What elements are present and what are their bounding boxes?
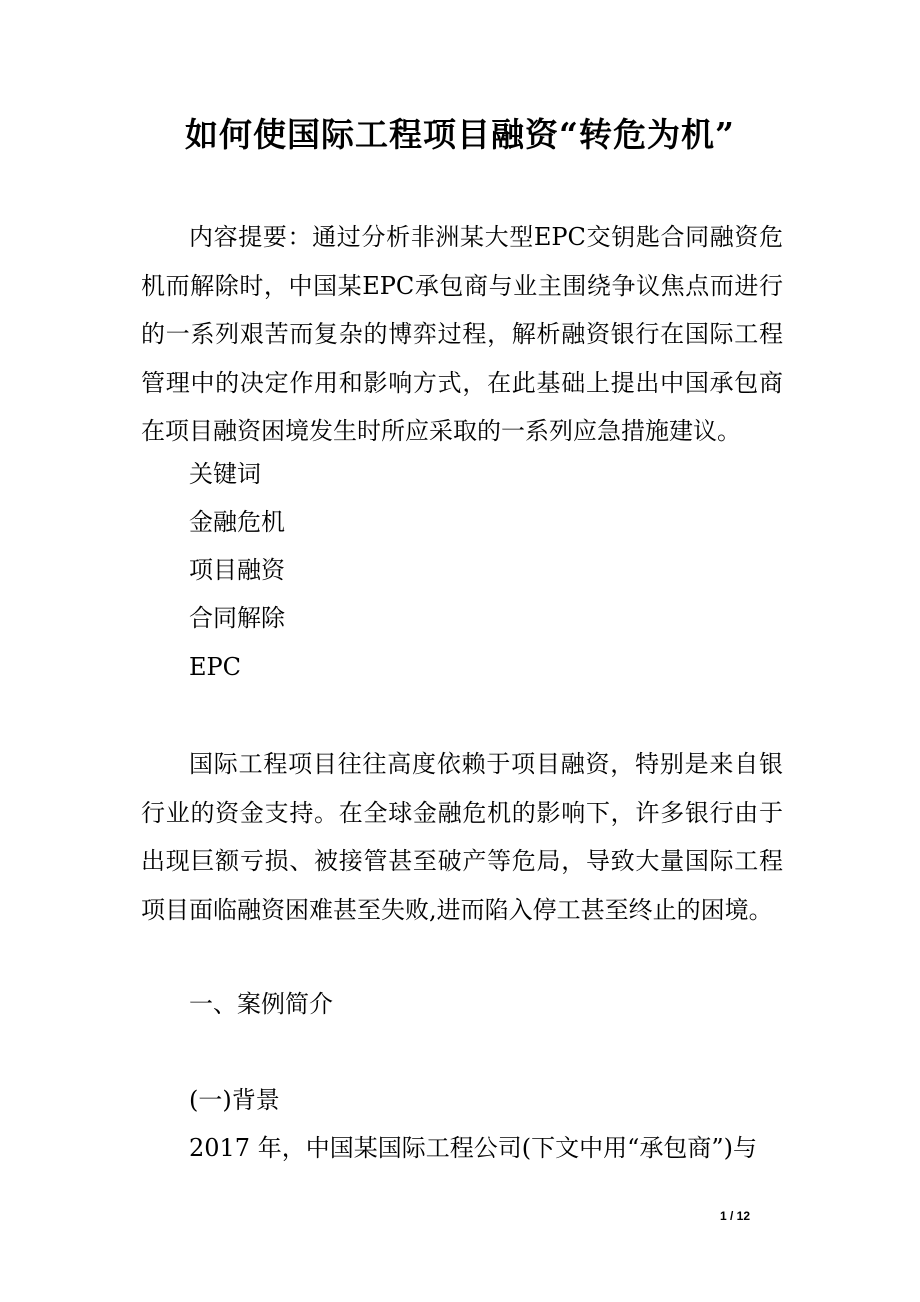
page-indicator: 1 / 12 (719, 1209, 751, 1223)
case-paragraph-start: 2017 年，中国某国际工程公司(下文中用“承包商”)与 (189, 1134, 757, 1162)
document-title: 如何使国际工程项目融资“转危为机” (185, 115, 735, 154)
section-heading: 一、案例简介 (189, 990, 333, 1018)
keywords-label: 关键词 (189, 460, 261, 488)
keyword-item: 项目融资 (189, 556, 285, 584)
intro-paragraph: 国际工程项目往往高度依赖于项目融资，特别是来自银行业的资金支持。在全球金融危机的影响下，许多银行由于出现巨额亏损、被接管甚至破产等危局，导致大量国际工程项目面临融资困难甚至失败,进而陷入停工甚至终止的困境。 (141, 750, 783, 924)
keyword-item: 合同解除 (189, 604, 285, 632)
keyword-item: 金融危机 (189, 508, 285, 536)
keyword-item: EPC (189, 653, 242, 681)
abstract-paragraph: 内容提要：通过分析非洲某大型EPC交钥匙合同融资危机而解除时，中国某EPC承包商与业主围绕争议焦点而进行的一系列艰苦而复杂的博弈过程，解析融资银行在国际工程管理中的决定作用和影响方式，在此基础上提出中国承包商在项目融资困境发生时所应采取的一系列应急措施建议。 (141, 223, 783, 445)
subsection-heading: (一)背景 (189, 1086, 280, 1114)
